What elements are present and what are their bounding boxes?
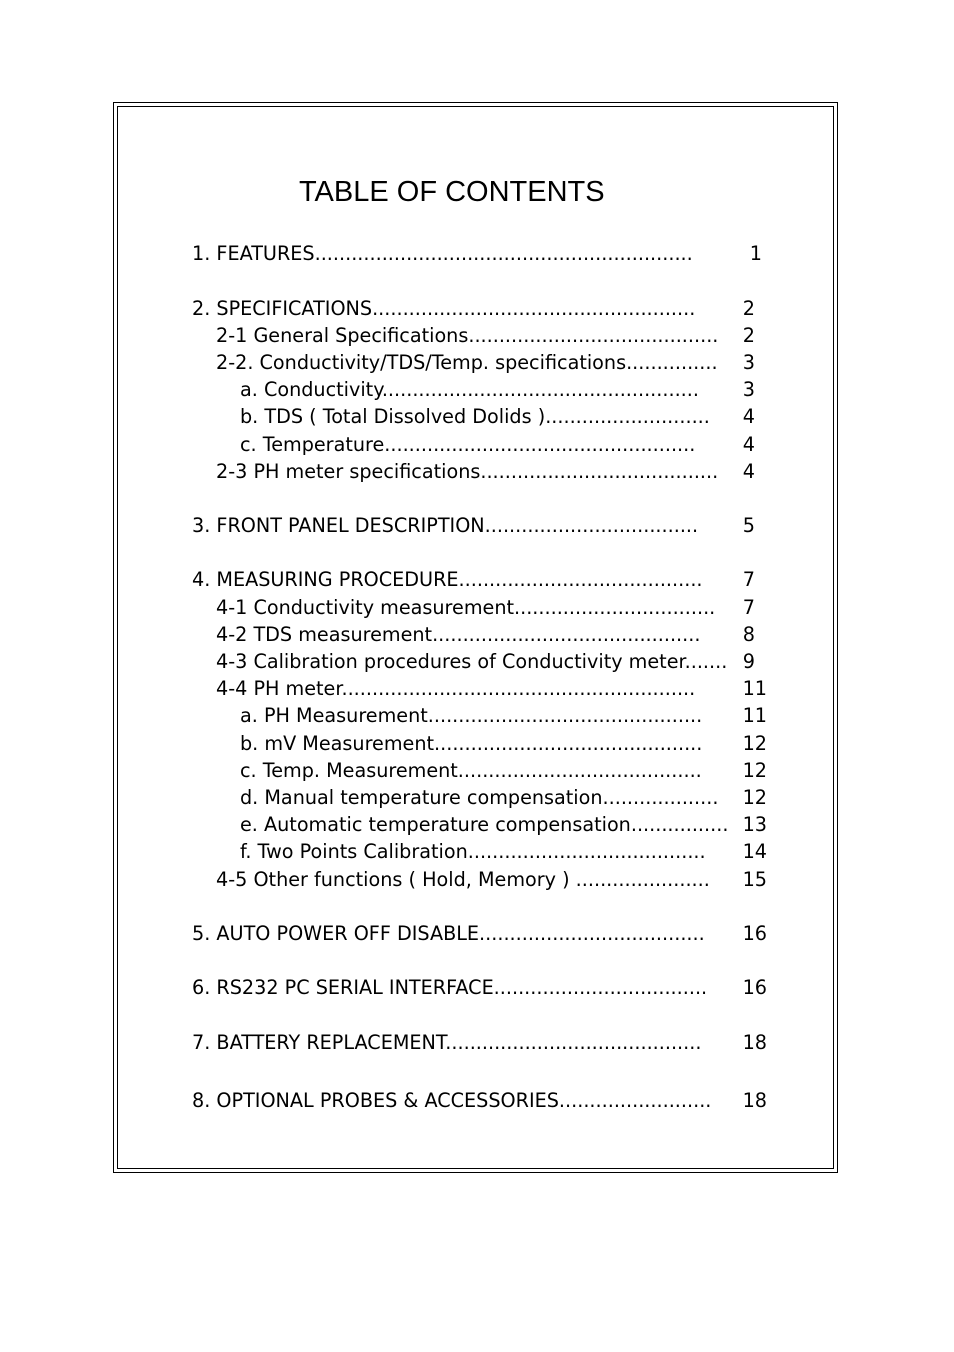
toc-entry-general-specifications[interactable] — [216, 324, 755, 348]
toc-entry-page: 11 — [742, 704, 767, 727]
toc-entry-page: 13 — [742, 813, 767, 836]
toc-entry-auto-power-off-disable[interactable] — [192, 922, 767, 946]
toc-entry-page: 18 — [742, 1031, 767, 1054]
toc-entry-label: 5. AUTO POWER OFF DISABLE..................................... — [192, 922, 705, 945]
toc-entry-page: 14 — [742, 840, 767, 863]
toc-entry-rs232-pc-serial-interface[interactable] — [192, 976, 767, 1000]
toc-entry-label: c. Temperature................................................... — [240, 433, 696, 456]
toc-entry-specifications[interactable] — [192, 297, 755, 321]
toc-entry-label: 2-2. Conductivity/TDS/Temp. specifications............... — [216, 351, 718, 374]
toc-entry-ph-meter[interactable] — [216, 677, 767, 701]
toc-entry-page: 12 — [742, 732, 767, 755]
toc-entry-optional-probes-accessories[interactable] — [192, 1089, 767, 1113]
toc-entry-temperature[interactable] — [240, 433, 755, 457]
toc-entry-temp-measurement[interactable] — [240, 759, 767, 783]
toc-entry-page: 11 — [742, 677, 767, 700]
toc-entry-calibration-procedures[interactable] — [216, 650, 755, 674]
toc-entry-label: 7. BATTERY REPLACEMENT.......................................... — [192, 1031, 702, 1054]
toc-entry-page: 5 — [742, 514, 755, 537]
page-title: TABLE OF CONTENTS — [299, 176, 605, 208]
toc-entry-page: 3 — [742, 351, 755, 374]
toc-entry-label: f. Two Points Calibration....................................... — [240, 840, 706, 863]
toc-entry-label: a. PH Measurement............................................. — [240, 704, 703, 727]
toc-entry-battery-replacement[interactable] — [192, 1031, 767, 1055]
toc-entry-page: 1 — [749, 242, 762, 265]
toc-entry-label: 4-2 TDS measurement............................................ — [216, 623, 701, 646]
toc-entry-page: 7 — [742, 596, 755, 619]
toc-entry-page: 9 — [742, 650, 755, 673]
toc-entry-label: e. Automatic temperature compensation................ — [240, 813, 729, 836]
toc-entry-conductivity[interactable] — [240, 378, 755, 402]
toc-entry-label: 4-5 Other functions ( Hold, Memory ) ...................... — [216, 868, 710, 891]
toc-entry-page: 8 — [742, 623, 755, 646]
toc-entry-label: 4-4 PH meter.......................................................... — [216, 677, 696, 700]
toc-entry-conductivity-tds-temp-specifications[interactable] — [216, 351, 755, 375]
toc-entry-features[interactable] — [192, 242, 762, 266]
toc-entry-label: 6. RS232 PC SERIAL INTERFACE................................... — [192, 976, 708, 999]
toc-entry-page: 16 — [742, 922, 767, 945]
toc-entry-label: d. Manual temperature compensation................... — [240, 786, 719, 809]
toc-entry-page: 12 — [742, 786, 767, 809]
toc-entry-label: 2-1 General Specifications......................................... — [216, 324, 719, 347]
toc-entry-mv-measurement[interactable] — [240, 732, 767, 756]
toc-entry-page: 4 — [742, 433, 755, 456]
toc-entry-label: 4-1 Conductivity measurement................................. — [216, 596, 716, 619]
toc-entry-tds-measurement[interactable] — [216, 623, 755, 647]
toc-entry-measuring-procedure[interactable] — [192, 568, 755, 592]
toc-entry-page: 18 — [742, 1089, 767, 1112]
toc-entry-page: 4 — [742, 460, 755, 483]
toc-entry-label: b. TDS ( Total Dissolved Dolids )........................... — [240, 405, 710, 428]
toc-entry-tds[interactable] — [240, 405, 755, 429]
toc-entry-label: 3. FRONT PANEL DESCRIPTION................................... — [192, 514, 699, 537]
toc-entry-ph-measurement[interactable] — [240, 704, 767, 728]
toc-entry-label: 1. FEATURES.............................................................. — [192, 242, 693, 265]
toc-entry-label: c. Temp. Measurement........................................ — [240, 759, 702, 782]
toc-entry-page: 4 — [742, 405, 755, 428]
toc-entry-automatic-temperature-compensation[interactable] — [240, 813, 767, 837]
toc-entry-page: 16 — [742, 976, 767, 999]
toc-entry-page: 2 — [742, 297, 755, 320]
toc-entry-page: 12 — [742, 759, 767, 782]
toc-entry-conductivity-measurement[interactable] — [216, 596, 755, 620]
toc-entry-two-points-calibration[interactable] — [240, 840, 767, 864]
toc-entry-page: 3 — [742, 378, 755, 401]
toc-entry-label: a. Conductivity.................................................... — [240, 378, 699, 401]
toc-entry-page: 7 — [742, 568, 755, 591]
toc-entry-front-panel-description[interactable] — [192, 514, 755, 538]
toc-entry-page: 2 — [742, 324, 755, 347]
toc-entry-label: 4-3 Calibration procedures of Conductivity meter....... — [216, 650, 728, 673]
toc-entry-ph-meter-specifications[interactable] — [216, 460, 755, 484]
toc-entry-label: b. mV Measurement............................................ — [240, 732, 703, 755]
toc-entry-page: 15 — [742, 868, 767, 891]
toc-entry-label: 8. OPTIONAL PROBES & ACCESSORIES......................... — [192, 1089, 712, 1112]
toc-entry-label: 4. MEASURING PROCEDURE........................................ — [192, 568, 703, 591]
toc-entry-other-functions[interactable] — [216, 868, 767, 892]
toc-entry-manual-temperature-compensation[interactable] — [240, 786, 767, 810]
toc-entry-label: 2. SPECIFICATIONS..................................................... — [192, 297, 696, 320]
toc-entry-label: 2-3 PH meter specifications....................................... — [216, 460, 719, 483]
